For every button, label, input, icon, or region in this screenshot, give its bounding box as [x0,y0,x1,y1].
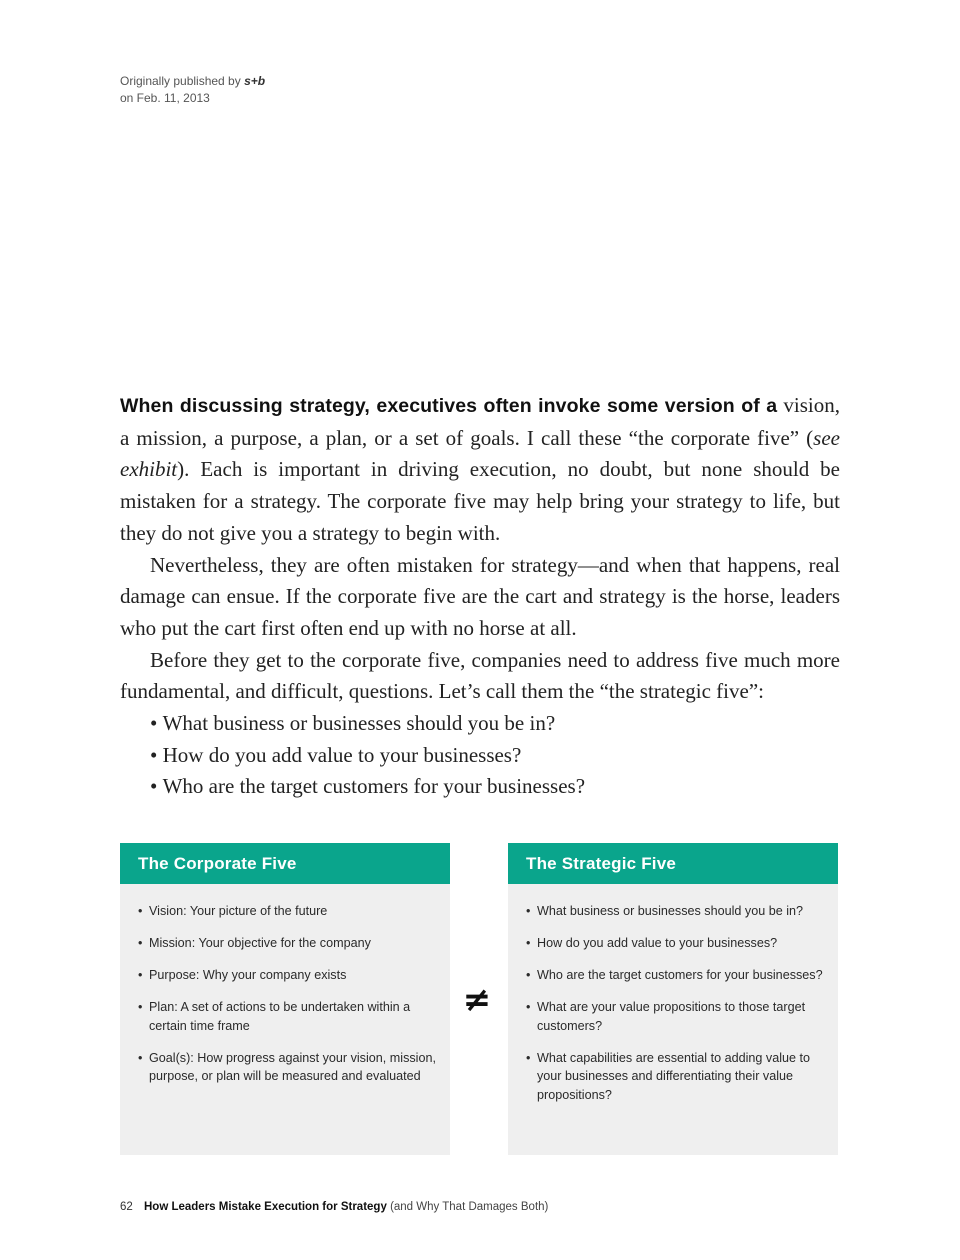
strategic-questions-list [120,708,840,803]
list-item: • How do you add value to your businesses? [526,934,828,953]
list-item: • How do you add value to your businesses? [150,740,840,772]
list-item: • Mission: Your objective for the company [138,934,440,953]
published-prefix: Originally published by [120,74,241,88]
paragraph-1 [120,390,840,550]
list-item: • What business or businesses should you be in? [526,902,828,921]
list-item: • Who are the target customers for your businesses? [150,771,840,803]
publication-note [120,73,265,107]
publisher-brand: s+b [244,74,266,88]
list-item: • Who are the target customers for your businesses? [526,966,828,985]
lead-in-bold: When discussing strategy, executives often invoke some version of a [120,395,778,417]
strategic-five-panel [508,843,838,1155]
paragraph-2: Nevertheless, they are often mistaken for strategy—and when that happens, real damage can ensue. If the corporate five are the cart and strategy is the horse, leaders who put the cart first often end up with no horse at all. [120,552,840,640]
corporate-five-panel [120,843,450,1155]
exhibit-reference: see exhibit [120,425,840,482]
article-body [120,390,840,803]
list-item: • Vision: Your picture of the future [138,902,440,921]
list-item: • What capabilities are essential to adding value to your businesses and differentiating their value propositions? [526,1049,828,1105]
paragraph-3: Before they get to the corporate five, companies need to address five much more fundamental, and difficult, questions. Let’s call them the “the strategic five”: [120,647,840,704]
list-item: • Plan: A set of actions to be undertaken within a certain time frame [138,998,440,1035]
page-number: 62 [120,1201,133,1213]
list-item: • Goal(s): How progress against your vision, mission, purpose, or plan will be measured and evaluated [138,1049,440,1086]
corporate-five-title: The Corporate Five [120,843,450,884]
footer-title: How Leaders Mistake Execution for Strategy [144,1201,387,1213]
not-equal-icon: ≠ [462,980,492,1020]
footer-subtitle: (and Why That Damages Both) [390,1201,549,1213]
paragraph-1-text-b: ). Each is important in driving execution, no doubt, but none should be mistaken for a strategy. The corporate five may help bring your strategy to life, but they do not give you a strategy to begin with. [120,457,840,545]
list-item: • What are your value propositions to those target customers? [526,998,828,1035]
published-by-line [120,73,265,90]
page-footer [120,1201,548,1213]
published-date: on Feb. 11, 2013 [120,91,210,105]
list-item: • What business or businesses should you be in? [150,708,840,740]
strategic-five-title: The Strategic Five [508,843,838,884]
corporate-five-list [120,884,450,1086]
paragraph-1-text-a: vision, a mission, a purpose, a plan, or a set of goals. I call these “the corporate five” ( [120,393,841,450]
strategic-five-list [508,884,838,1104]
list-item: • Purpose: Why your company exists [138,966,440,985]
